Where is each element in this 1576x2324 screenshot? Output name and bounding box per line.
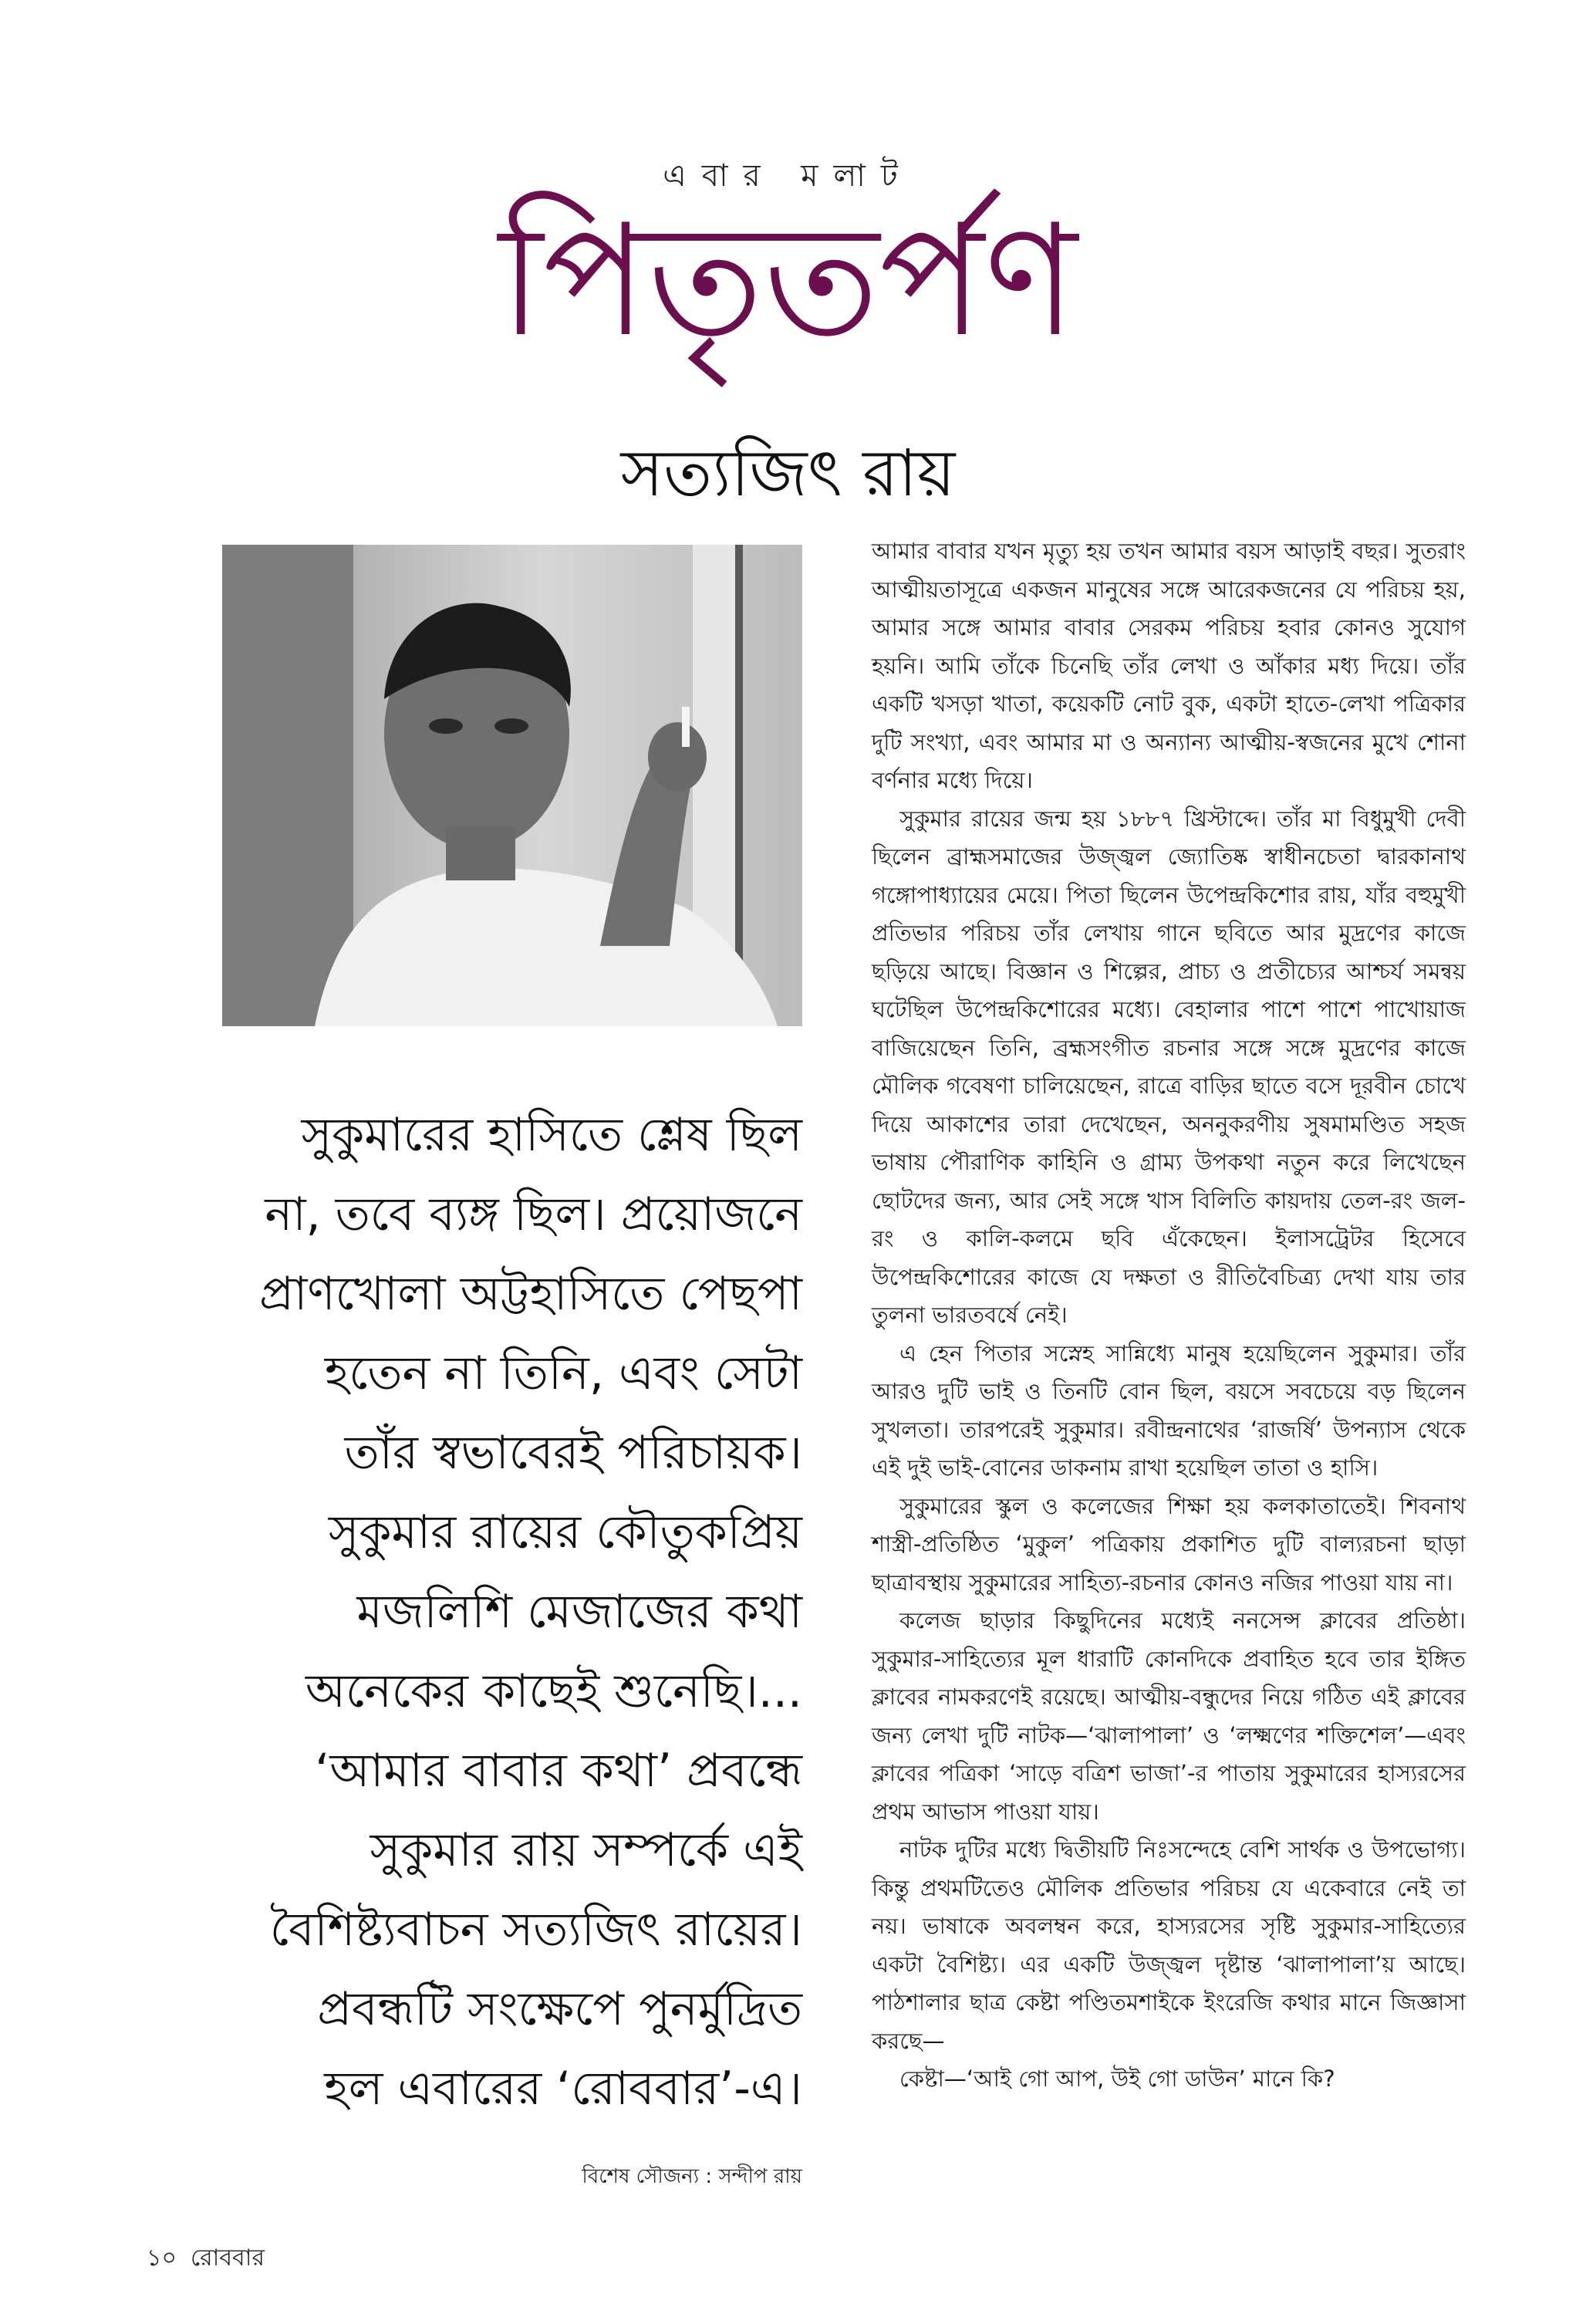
pull-quote-line: প্রবন্ধটি সংক্ষেপে পুনর্মুদ্রিত xyxy=(317,1982,802,2036)
pull-quote-line: অনেকের কাছেই শুনেছি।... xyxy=(305,1664,802,1718)
article-title: পিতৃতর্পণ xyxy=(498,191,1078,371)
page-footer xyxy=(147,2239,265,2278)
body-paragraph: এ হেন পিতার সস্নেহ সান্নিধ্যে মানুষ হয়েছিলেন সুকুমার। তাঁর আরও দুটি ভাই ও তিনটি বোন ছিল, বয়সে সবচেয়ে বড় ছিলেন সুখলতা। তারপরেই সুকুমার। রবীন্দ্রনাথের ‘রাজর্ষি’ উপন্যাস থেকে এই দুই ভাই-বোনের ডাকনাম রাখা হয়েছিল তাতা ও হাসি। xyxy=(872,1339,1466,1481)
portrait-photo xyxy=(222,545,802,1026)
article-body xyxy=(872,532,1466,2099)
pull-quote-line: হল এবারের ‘রোববার’-এ। xyxy=(324,2062,802,2116)
portrait-photo-icon xyxy=(222,545,802,1026)
pull-quote-line: সুকুমারের হাসিতে শ্লেষ ছিল xyxy=(301,1108,802,1162)
magazine-name: রোববার xyxy=(190,2245,265,2272)
pull-quote-line: সুকুমার রায় সম্পর্কে এই xyxy=(370,1823,802,1877)
body-paragraph: নাটক দুটির মধ্যে দ্বিতীয়টি নিঃসন্দেহে বেশি সার্থক ও উপভোগ্য। কিন্তু প্রথমটিতেও মৌলিক প্রতিভার পরিচয় যে একেবারে নেই তা নয়। ভাষাকে অবলম্বন করে, হাস্যরসের সৃষ্টি সুকুমার-সাহিত্যের একটা বৈশিষ্ট্য। এর একটি উজ্জ্বল দৃষ্টান্ত ‘ঝালাপালা’য় আছে। পাঠশালার ছাত্র কেষ্টা পণ্ডিতমশাইকে ইংরেজি কথার মানে জিজ্ঞাসা করছে— xyxy=(872,1836,1466,2054)
photo-credit: বিশেষ সৌজন্য : সন্দীপ রায় xyxy=(582,2165,802,2188)
pull-quote-line: ‘আমার বাবার কথা’ প্রবন্ধে xyxy=(315,1744,802,1798)
body-paragraph: সুকুমারের স্কুল ও কলেজের শিক্ষা হয় কলকাতাতেই। শিবনাথ শাস্ত্রী-প্রতিষ্ঠিত ‘মুকুল’ পত্রিকায় প্রকাশিত দুটি বাল্যরচনা ছাড়া ছাত্রাবস্থায় সুকুমারের সাহিত্য-রচনার কোনও নজির পাওয়া যায় না। xyxy=(872,1492,1466,1596)
body-paragraph: সুকুমার রায়ের জন্ম হয় ১৮৮৭ খ্রিস্টাব্দে। তাঁর মা বিধুমুখী দেবী ছিলেন ব্রাহ্মসমাজের উজ্জ্বল জ্যোতিষ্ক স্বাধীনচেতা দ্বারকানাথ গঙ্গোপাধ্যায়ের মেয়ে। পিতা ছিলেন উপেন্দ্রকিশোর রায়, যাঁর বহুমুখী প্রতিভার পরিচয় তাঁর লেখায় গানে ছবিতে আর মুদ্রণের কাজে ছড়িয়ে আছে। বিজ্ঞান ও শিল্পের, প্রাচ্য ও প্রতীচ্যের আশ্চর্য সমন্বয় ঘটেছিল উপেন্দ্রকিশোরের মধ্যে। বেহালার পাশে পাশে পাখোয়াজ বাজিয়েছেন তিনি, ব্রহ্মসংগীত রচনার সঙ্গে সঙ্গে মুদ্রণের কাজে মৌলিক গবেষণা চালিয়েছেন, রাত্রে বাড়ির ছাতে বসে দূরবীন চোখে দিয়ে আকাশের তারা দেখেছেন, অননুকরণীয় সুষমামণ্ডিত সহজ ভাষায় পৌরাণিক কাহিনি ও গ্রাম্য উপকথা নতুন করে লিখেছেন ছোটদের জন্য, আর সেই সঙ্গে খাস বিলিতি কায়দায় তেল-রং জল-রং ও কালি-কলমে ছবি এঁকেছেন। ইলাসট্রেটর হিসেবে উপেন্দ্রকিশোরের কাজে যে দক্ষতা ও রীতিবৈচিত্র্য দেখা যায় তার তুলনা ভারতবর্ষে নেই। xyxy=(872,805,1466,1328)
pull-quote-line: প্রাণখোলা অট্টহাসিতে পেছপা xyxy=(259,1267,802,1321)
pull-quote xyxy=(147,1096,802,2129)
pull-quote-line: হতেন না তিনি, এবং সেটা xyxy=(324,1346,802,1400)
body-paragraph: কলেজ ছাড়ার কিছুদিনের মধ্যেই ননসেন্স ক্লাবের প্রতিষ্ঠা। সুকুমার-সাহিত্যের মূল ধারাটি কোনদিকে প্রবাহিত হবে তার ইঙ্গিত ক্লাবের নামকরণেই রয়েছে। আত্মীয়-বন্ধুদের নিয়ে গঠিত এই ক্লাবের জন্য লেখা দুটি নাটক—‘ঝালাপালা’ ও ‘লক্ষ্মণের শক্তিশেল’—এবং ক্লাবের পত্রিকা ‘সাড়ে বত্রিশ ভাজা’-র পাতায় সুকুমারের হাস্যরসের প্রথম আভাস পাওয়া যায়। xyxy=(872,1607,1466,1825)
pull-quote-line: বৈশিষ্ট্যবাচন সত্যজিৎ রায়ের। xyxy=(269,1903,802,1957)
article-author: সত্যজিৎ রায় xyxy=(620,435,956,511)
kicker: এবার মলাট xyxy=(663,158,913,194)
body-paragraph: আমার বাবার যখন মৃত্যু হয় তখন আমার বয়স আড়াই বছর। সুতরাং আত্মীয়তাসূত্রে একজন মানুষের সঙ্গে আরেকজনের যে পরিচয় হয়, আমার সঙ্গে আমার বাবার সেরকম পরিচয় হবার কোনও সুযোগ হয়নি। আমি তাঁকে চিনেছি তাঁর লেখা ও আঁকার মধ্য দিয়ে। তাঁর একটি খসড়া খাতা, কয়েকটি নোট বুক, একটা হাতে-লেখা পত্রিকার দুটি সংখ্যা, এবং আমার মা ও অন্যান্য আত্মীয়-স্বজনের মুখে শোনা বর্ণনার মধ্যে দিয়ে। xyxy=(872,538,1466,793)
page-number: ১০ xyxy=(147,2245,177,2272)
pull-quote-line: মজলিশি মেজাজের কথা xyxy=(356,1585,802,1639)
pull-quote-line: সুকুমার রায়ের কৌতুকপ্রিয় xyxy=(328,1505,802,1559)
pull-quote-line: তাঁর স্বভাবেরই পরিচায়ক। xyxy=(344,1426,802,1480)
body-paragraph: কেষ্টা—‘আই গো আপ, উই গো ডাউন’ মানে কি? xyxy=(899,2066,1335,2092)
pull-quote-line: না, তবে ব্যঙ্গ ছিল। প্রয়োজনে xyxy=(265,1187,802,1241)
